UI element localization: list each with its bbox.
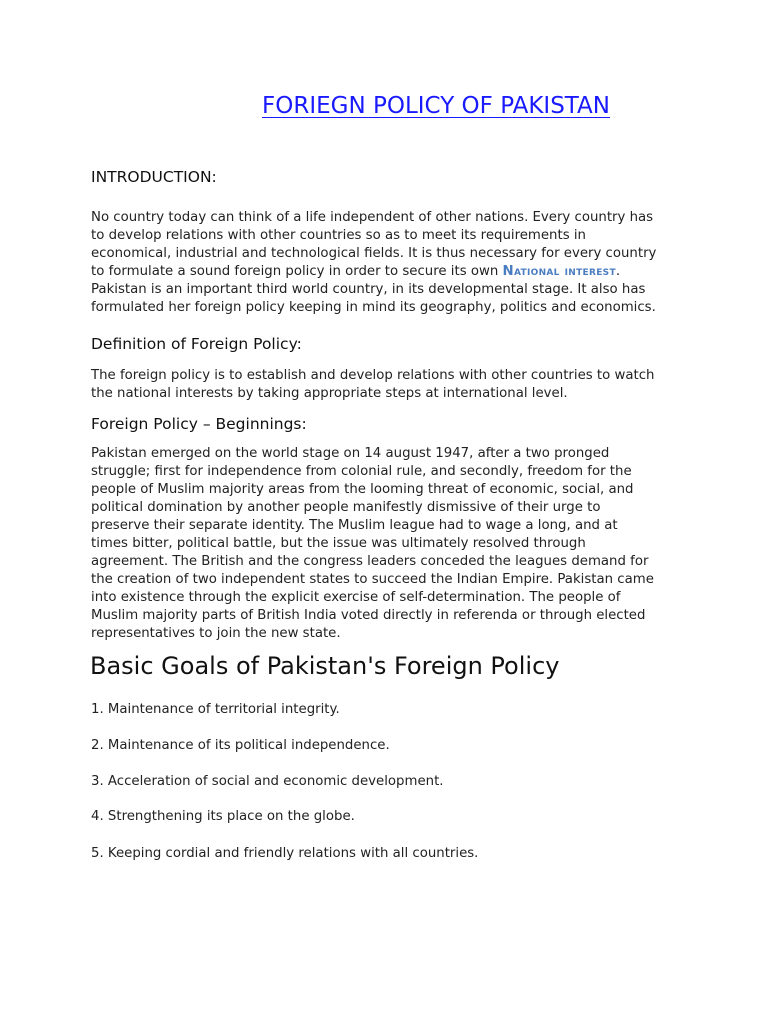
introduction-heading: INTRODUCTION: xyxy=(91,168,217,186)
paragraph-line: into existence through the explicit exercise of self-determination. The people of xyxy=(91,590,621,605)
paragraph-line: formulated her foreign policy keeping in mind its geography, politics and economics. xyxy=(91,300,656,315)
beginnings-paragraph xyxy=(91,445,691,643)
paragraph-line: to develop relations with other countries so as to meet its requirements in xyxy=(91,228,586,243)
paragraph-line: struggle; first for independence from colonial rule, and secondly, freedom for the xyxy=(91,464,632,479)
goal-list-item: 1. Maintenance of territorial integrity. xyxy=(91,702,340,717)
paragraph-line: The foreign policy is to establish and develop relations with other countries to watch xyxy=(91,368,655,383)
goal-list-item: 3. Acceleration of social and economic development. xyxy=(91,774,444,789)
line-prefix: to formulate a sound foreign policy in order to secure its own xyxy=(91,264,503,279)
document-title-link[interactable]: FORIEGN POLICY OF PAKISTAN xyxy=(262,93,610,119)
paragraph-line: political domination by another people manifestly dismissive of their urge to xyxy=(91,500,601,515)
paragraph-line: people of Muslim majority areas from the looming threat of economic, social, and xyxy=(91,482,634,497)
paragraph-line: economical, industrial and technological fields. It is thus necessary for every country xyxy=(91,246,657,261)
paragraph-line: agreement. The British and the congress leaders conceded the leagues demand for xyxy=(91,554,649,569)
line-suffix: . xyxy=(615,264,621,279)
paragraph-line: Muslim majority parts of British India voted directly in referenda or through elected xyxy=(91,608,646,623)
basic-goals-heading: Basic Goals of Pakistan's Foreign Policy xyxy=(90,652,560,680)
goal-list-item: 2. Maintenance of its political independence. xyxy=(91,738,390,753)
introduction-paragraph xyxy=(91,209,691,317)
paragraph-line: Pakistan emerged on the world stage on 14 august 1947, after a two pronged xyxy=(91,446,610,461)
paragraph-line xyxy=(91,263,691,281)
definition-paragraph xyxy=(91,367,691,403)
paragraph-line: the creation of two independent states to succeed the Indian Empire. Pakistan came xyxy=(91,572,654,587)
paragraph-line: representatives to join the new state. xyxy=(91,626,341,641)
paragraph-line: the national interests by taking appropriate steps at international level. xyxy=(91,386,568,401)
paragraph-line: times bitter, political battle, but the issue was ultimately resolved through xyxy=(91,536,586,551)
paragraph-line: Pakistan is an important third world country, in its developmental stage. It also has xyxy=(91,282,646,297)
goal-list-item: 4. Strengthening its place on the globe. xyxy=(91,809,355,824)
beginnings-heading: Foreign Policy – Beginnings: xyxy=(91,415,307,433)
national-interest-highlight: National interest xyxy=(502,264,616,279)
paragraph-line: No country today can think of a life independent of other nations. Every country has xyxy=(91,210,654,225)
definition-heading: Definition of Foreign Policy: xyxy=(91,335,302,353)
paragraph-line: preserve their separate identity. The Muslim league had to wage a long, and at xyxy=(91,518,618,533)
goal-list-item: 5. Keeping cordial and friendly relations with all countries. xyxy=(91,846,479,861)
